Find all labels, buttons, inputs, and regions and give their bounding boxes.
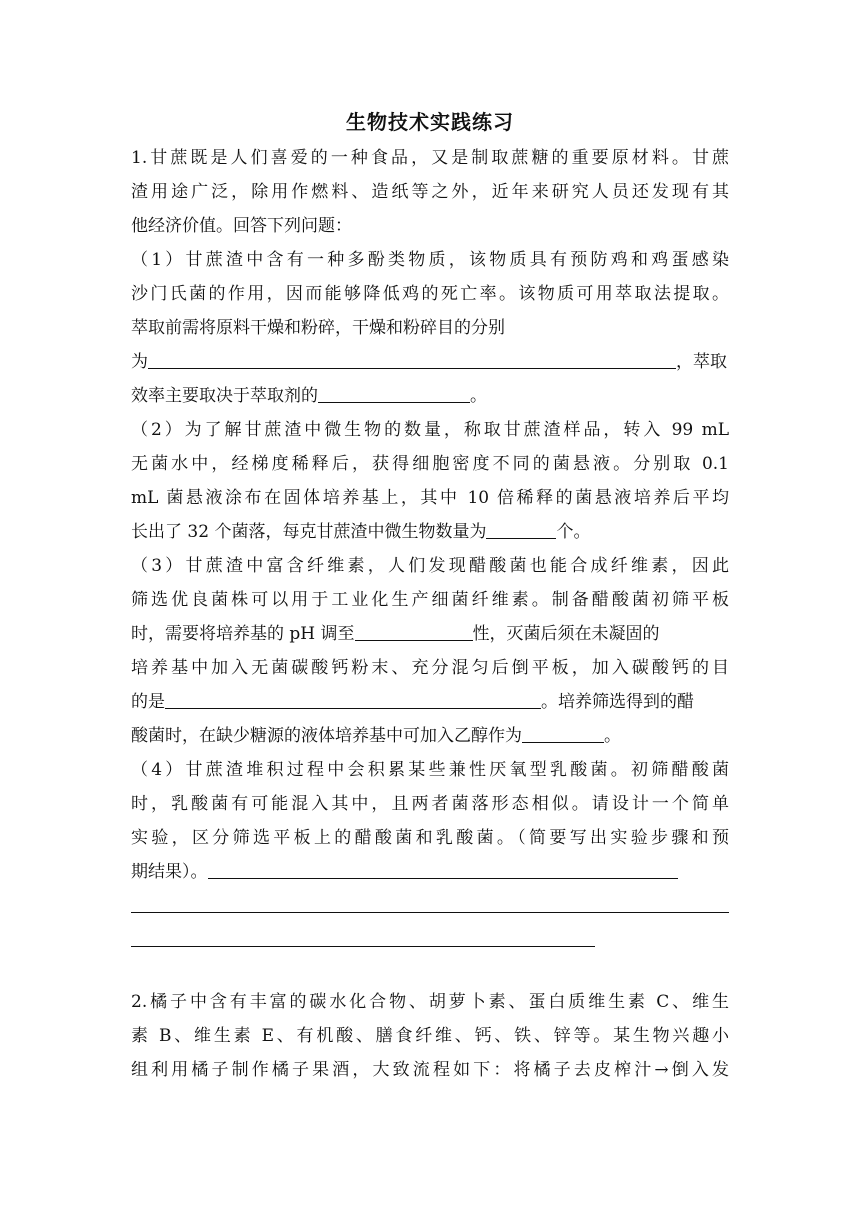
q1-part1-line: 萃取前需将原料干燥和粉碎，干燥和粉碎目的分别 xyxy=(131,318,505,338)
answer-blank[interactable] xyxy=(318,384,470,403)
answer-blank[interactable] xyxy=(522,724,604,743)
q1-part1-line xyxy=(131,384,487,408)
answer-blank[interactable] xyxy=(165,690,541,709)
line-text: 为 xyxy=(131,352,148,372)
q2-line: 组利用橘子制作橘子果酒，大致流程如下：将橘子去皮榨汁→倒入发 xyxy=(131,1060,729,1080)
q1-part4-line: （4）甘蔗渣堆积过程中会积累某些兼性厌氧型乳酸菌。初筛醋酸菌 xyxy=(131,760,729,780)
q1-part4-line xyxy=(131,860,678,884)
line-text: 长出了 32 个菌落，每克甘蔗渣中微生物数量为 xyxy=(131,522,487,542)
q1-part1-line: 沙门氏菌的作用，因而能够降低鸡的死亡率。该物质可用萃取法提取。 xyxy=(131,284,729,304)
line-text: 效率主要取决于萃取剂的 xyxy=(131,386,318,406)
q1-part2-line xyxy=(131,520,590,544)
q1-part2-line: （2）为了解甘蔗渣中微生物的数量，称取甘蔗渣样品，转入 99 mL xyxy=(131,420,729,440)
q1-part3-line xyxy=(131,724,621,748)
q2-line: 2.橘子中含有丰富的碳水化合物、胡萝卜素、蛋白质维生素 C、维生 xyxy=(131,992,729,1012)
answer-blank[interactable] xyxy=(208,860,678,879)
q1-part2-line: mL 菌悬液涂布在固体培养基上，其中 10 倍稀释的菌悬液培养后平均 xyxy=(131,488,729,508)
line-text: 。 xyxy=(604,726,621,746)
q1-part3-line: 筛选优良菌株可以用于工业化生产细菌纤维素。制备醋酸菌初筛平板 xyxy=(131,590,729,610)
page-title: 生物技术实践练习 xyxy=(346,110,514,134)
q1-part4-line: 实验，区分筛选平板上的醋酸菌和乳酸菌。（简要写出实验步骤和预 xyxy=(131,828,729,848)
line-text: 酸菌时，在缺少糖源的液体培养基中可加入乙醇作为 xyxy=(131,726,522,746)
q1-part1-line xyxy=(131,350,727,374)
line-text: 个。 xyxy=(556,522,591,542)
answer-line[interactable] xyxy=(131,912,729,913)
line-text: 。培养筛选得到的醋 xyxy=(541,692,694,712)
q1-line: 他经济价值。回答下列问题： xyxy=(131,216,352,236)
answer-blank[interactable] xyxy=(355,622,473,641)
q2-line: 素 B、维生素 E、有机酸、膳食纤维、钙、铁、锌等。某生物兴趣小 xyxy=(131,1026,729,1046)
line-text: 期结果）。 xyxy=(131,862,208,882)
line-text: 时，需要将培养基的 pH 调至 xyxy=(131,624,355,644)
answer-line[interactable] xyxy=(131,946,595,947)
line-text: ，萃取 xyxy=(676,352,727,372)
line-text: 的是 xyxy=(131,692,165,712)
q1-part3-line xyxy=(131,622,660,646)
line-text: 。 xyxy=(470,386,487,406)
q1-part3-line: 培养基中加入无菌碳酸钙粉末、充分混匀后倒平板，加入碳酸钙的目 xyxy=(131,658,729,678)
q1-line: 渣用途广泛，除用作燃料、造纸等之外，近年来研究人员还发现有其 xyxy=(131,182,729,202)
q1-line: 1.甘蔗既是人们喜爱的一种食品，又是制取蔗糖的重要原材料。甘蔗 xyxy=(131,148,729,168)
answer-blank[interactable] xyxy=(486,520,556,539)
q1-part3-line xyxy=(131,690,694,714)
q1-part4-line: 时，乳酸菌有可能混入其中，且两者菌落形态相似。请设计一个简单 xyxy=(131,794,729,814)
answer-blank[interactable] xyxy=(148,350,676,369)
q1-part2-line: 无菌水中，经梯度稀释后，获得细胞密度不同的菌悬液。分别取 0.1 xyxy=(131,454,729,474)
q1-part1-line: （1）甘蔗渣中含有一种多酚类物质，该物质具有预防鸡和鸡蛋感染 xyxy=(131,250,729,270)
line-text: 性，灭菌后须在未凝固的 xyxy=(472,624,660,644)
q1-part3-line: （3）甘蔗渣中富含纤维素，人们发现醋酸菌也能合成纤维素，因此 xyxy=(131,556,729,576)
